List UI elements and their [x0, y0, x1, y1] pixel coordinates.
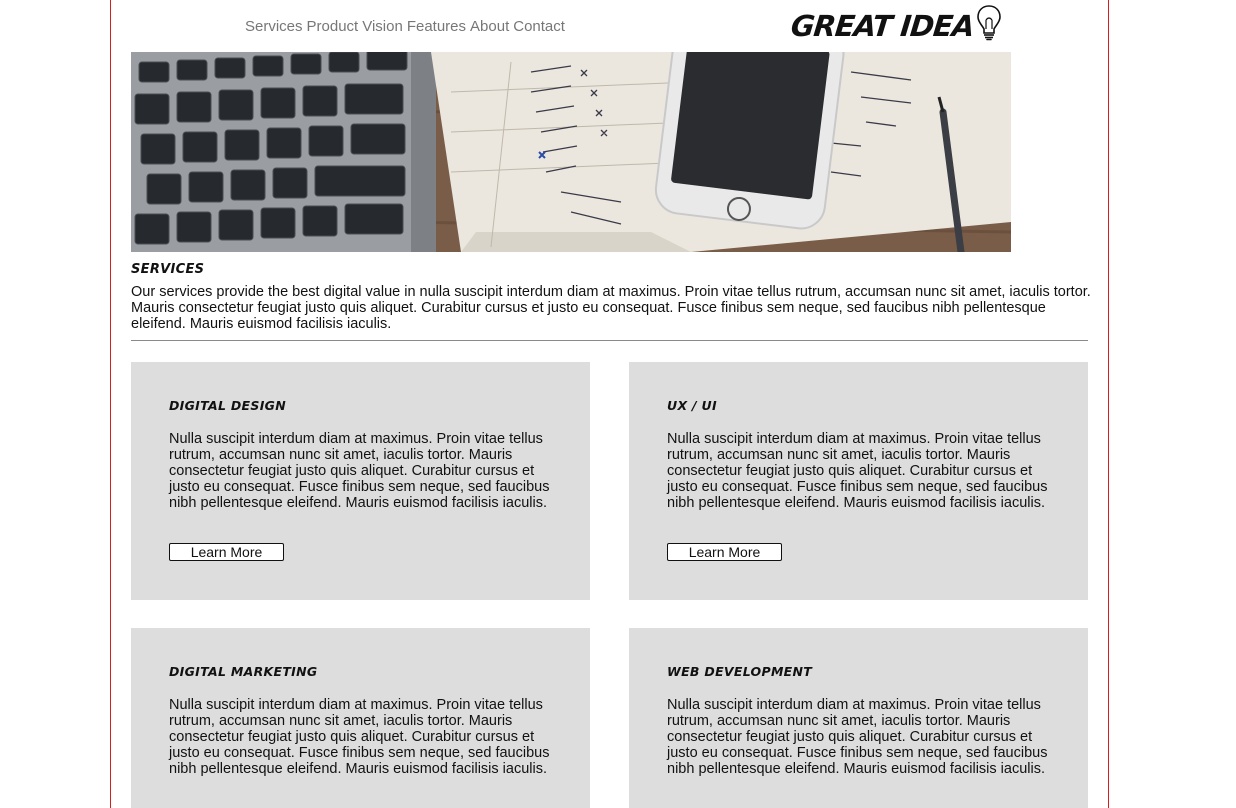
nav-link-vision[interactable]: Vision — [362, 18, 403, 35]
card-title: DIGITAL MARKETING — [169, 664, 318, 679]
section-title-services: SERVICES — [131, 261, 205, 277]
service-card-ux-ui — [629, 362, 1088, 600]
nav-link-contact[interactable]: Contact — [513, 18, 565, 35]
lightbulb-icon — [976, 4, 1002, 47]
service-card-web-development — [629, 628, 1088, 808]
card-text: Nulla suscipit interdum diam at maximus. Proin vitae tellus rutrum, accumsan nunc sit amet, iaculis tortor. Mauris consectetur feugiat justo quis aliquet. Curabitur cursus et justo eu consequat. Fusce finibus sem neque, sed faucibus nibh pellentesque eleifend. Mauris euismod facilisis iaculis. — [667, 431, 1048, 511]
services-intro-text: Our services provide the best digital value in nulla suscipit interdum diam at maximus. Proin vitae tellus rutrum, accumsan nunc sit amet, iaculis tortor. Mauris consectetur feugiat justo quis aliquet. Curabitur cursus et justo eu consequat. Fusce finibus sem neque, sed faucibus nibh pellentesque eleifend. Mauris euismod facilisis iaculis. — [131, 284, 1091, 332]
page-container — [110, 0, 1109, 808]
card-text: Nulla suscipit interdum diam at maximus. Proin vitae tellus rutrum, accumsan nunc sit amet, iaculis tortor. Mauris consectetur feugiat justo quis aliquet. Curabitur cursus et justo eu consequat. Fusce finibus sem neque, sed faucibus nibh pellentesque eleifend. Mauris euismod facilisis iaculis. — [169, 431, 550, 511]
nav-link-features[interactable]: Features — [406, 18, 467, 35]
card-title: DIGITAL DESIGN — [169, 398, 286, 413]
service-card-digital-marketing — [131, 628, 590, 808]
card-title: UX / UI — [667, 398, 717, 413]
nav-link-product[interactable]: Product — [306, 18, 359, 35]
nav-link-about[interactable]: About — [470, 18, 510, 35]
main-nav — [245, 18, 565, 38]
nav-link-services[interactable]: Services — [245, 18, 303, 35]
card-text: Nulla suscipit interdum diam at maximus. Proin vitae tellus rutrum, accumsan nunc sit amet, iaculis tortor. Mauris consectetur feugiat justo quis aliquet. Curabitur cursus et justo eu consequat. Fusce finibus sem neque, sed faucibus nibh pellentesque eleifend. Mauris euismod facilisis iaculis. — [667, 697, 1048, 777]
service-card-digital-design — [131, 362, 590, 600]
learn-more-button[interactable]: Learn More — [667, 543, 782, 561]
card-title: WEB DEVELOPMENT — [667, 664, 813, 679]
learn-more-button[interactable]: Learn More — [169, 543, 284, 561]
section-divider — [131, 340, 1088, 341]
site-logo[interactable] — [791, 4, 1002, 47]
logo-text: GREAT IDEA — [789, 8, 976, 43]
card-text: Nulla suscipit interdum diam at maximus. Proin vitae tellus rutrum, accumsan nunc sit amet, iaculis tortor. Mauris consectetur feugiat justo quis aliquet. Curabitur cursus et justo eu consequat. Fusce finibus sem neque, sed faucibus nibh pellentesque eleifend. Mauris euismod facilisis iaculis. — [169, 697, 550, 777]
hero-image — [131, 52, 1011, 252]
